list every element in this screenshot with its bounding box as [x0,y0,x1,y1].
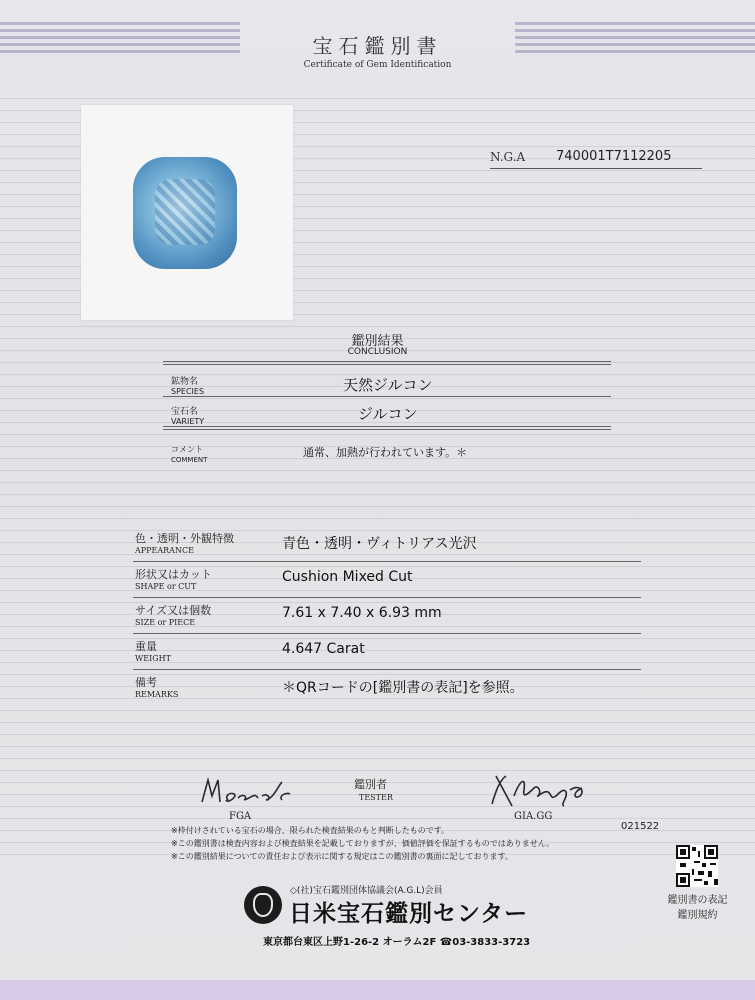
left-signature-icon [198,774,298,808]
qr-label-notation: 鑑別書の表記 [667,895,728,906]
detail-label-en: WEIGHT [135,654,171,663]
detail-label-en: REMARKS [135,690,179,699]
variety-value: ジルコン [358,405,418,423]
detail-value: Cushion Mixed Cut [282,569,413,585]
comment-label-en: COMMENT [171,456,208,464]
divider [163,426,611,430]
detail-row-weight [133,633,641,670]
detail-label-en: APPEARANCE [135,546,194,555]
report-number-label: N.G.A [490,150,526,164]
bottom-color-band [0,980,755,1000]
left-signer-credential: FGA [229,811,252,822]
conclusion-title-jp: 鑑別結果 [351,334,404,349]
comment-value: 通常、加熱が行われています。＊ [303,446,468,459]
tester-label-jp: 鑑別者 [354,778,387,791]
detail-label-jp: 重量 [135,640,157,653]
certificate-title-en: Certificate of Gem Identification [303,60,452,70]
detail-label-jp: サイズ又は個数 [135,604,212,617]
gem-photo-icon [133,157,237,269]
disclaimer-note: ※この鑑別書は検査内容および検査結果を記載しておりますが、価値評価を保証するものではありません。 [171,839,555,848]
detail-row-size [133,597,641,634]
detail-label-jp: 備考 [135,676,157,689]
disclaimer-note: ※この鑑別結果についての責任および表示に関する規定はこの鑑別書の裏面に記しております。 [171,852,513,861]
crest-emblem-icon [253,893,273,917]
detail-value: 青色・透明・ヴィトリアス光沢 [282,536,477,552]
organization-name: 日米宝石鑑別センター [289,901,529,927]
tester-label-en: TESTER [359,793,393,802]
detail-value: 7.61 x 7.40 x 6.93 mm [282,605,442,621]
detail-row-shape [133,561,641,598]
association-membership: ◇(社)宝石鑑別団体協議会(A.G.L)会員 [290,886,443,896]
qr-code-icon[interactable] [676,845,718,887]
detail-label-en: SHAPE or CUT [135,582,197,591]
variety-label-en: VARIETY [171,417,205,426]
gem-photo [81,105,293,320]
detail-value: 4.647 Carat [282,641,365,657]
gem-facets [155,179,215,245]
divider [163,361,611,365]
detail-label-en: SIZE or PIECE [135,618,196,627]
divider [163,396,611,398]
qr-label-terms: 鑑別規約 [677,910,718,921]
disclaimer-note: ※枠付けされている宝石の場合、限られた検査結果のもと判断したものです。 [171,826,450,835]
conclusion-title-en: CONCLUSION [347,347,408,357]
comment-label-jp: コメント [171,445,203,454]
detail-label-jp: 色・透明・外観特徴 [135,532,234,545]
variety-label-jp: 宝石名 [171,407,199,417]
detail-row-remarks [133,669,641,705]
species-value: 天然ジルコン [343,376,433,394]
detail-label-jp: 形状又はカット [135,568,212,581]
detail-row-appearance [133,525,641,562]
report-number-field [490,150,702,169]
species-label-en: SPECIES [171,387,205,396]
report-number-value: 740001T7112205 [556,149,672,164]
detail-value: ＊QRコードの[鑑別書の表記]を参照。 [282,680,524,696]
eagle-crest-logo [244,886,282,924]
right-signer-credential: GIA.GG [514,811,553,822]
certificate-title-jp: 宝石鑑別書 [312,34,443,58]
serial-code: 021522 [621,821,660,832]
species-label-jp: 鉱物名 [171,377,199,387]
right-signature-icon [486,770,596,810]
organization-address: 東京都台東区上野1-26-2 オーラム2F ☎03-3833-3723 [263,937,531,948]
